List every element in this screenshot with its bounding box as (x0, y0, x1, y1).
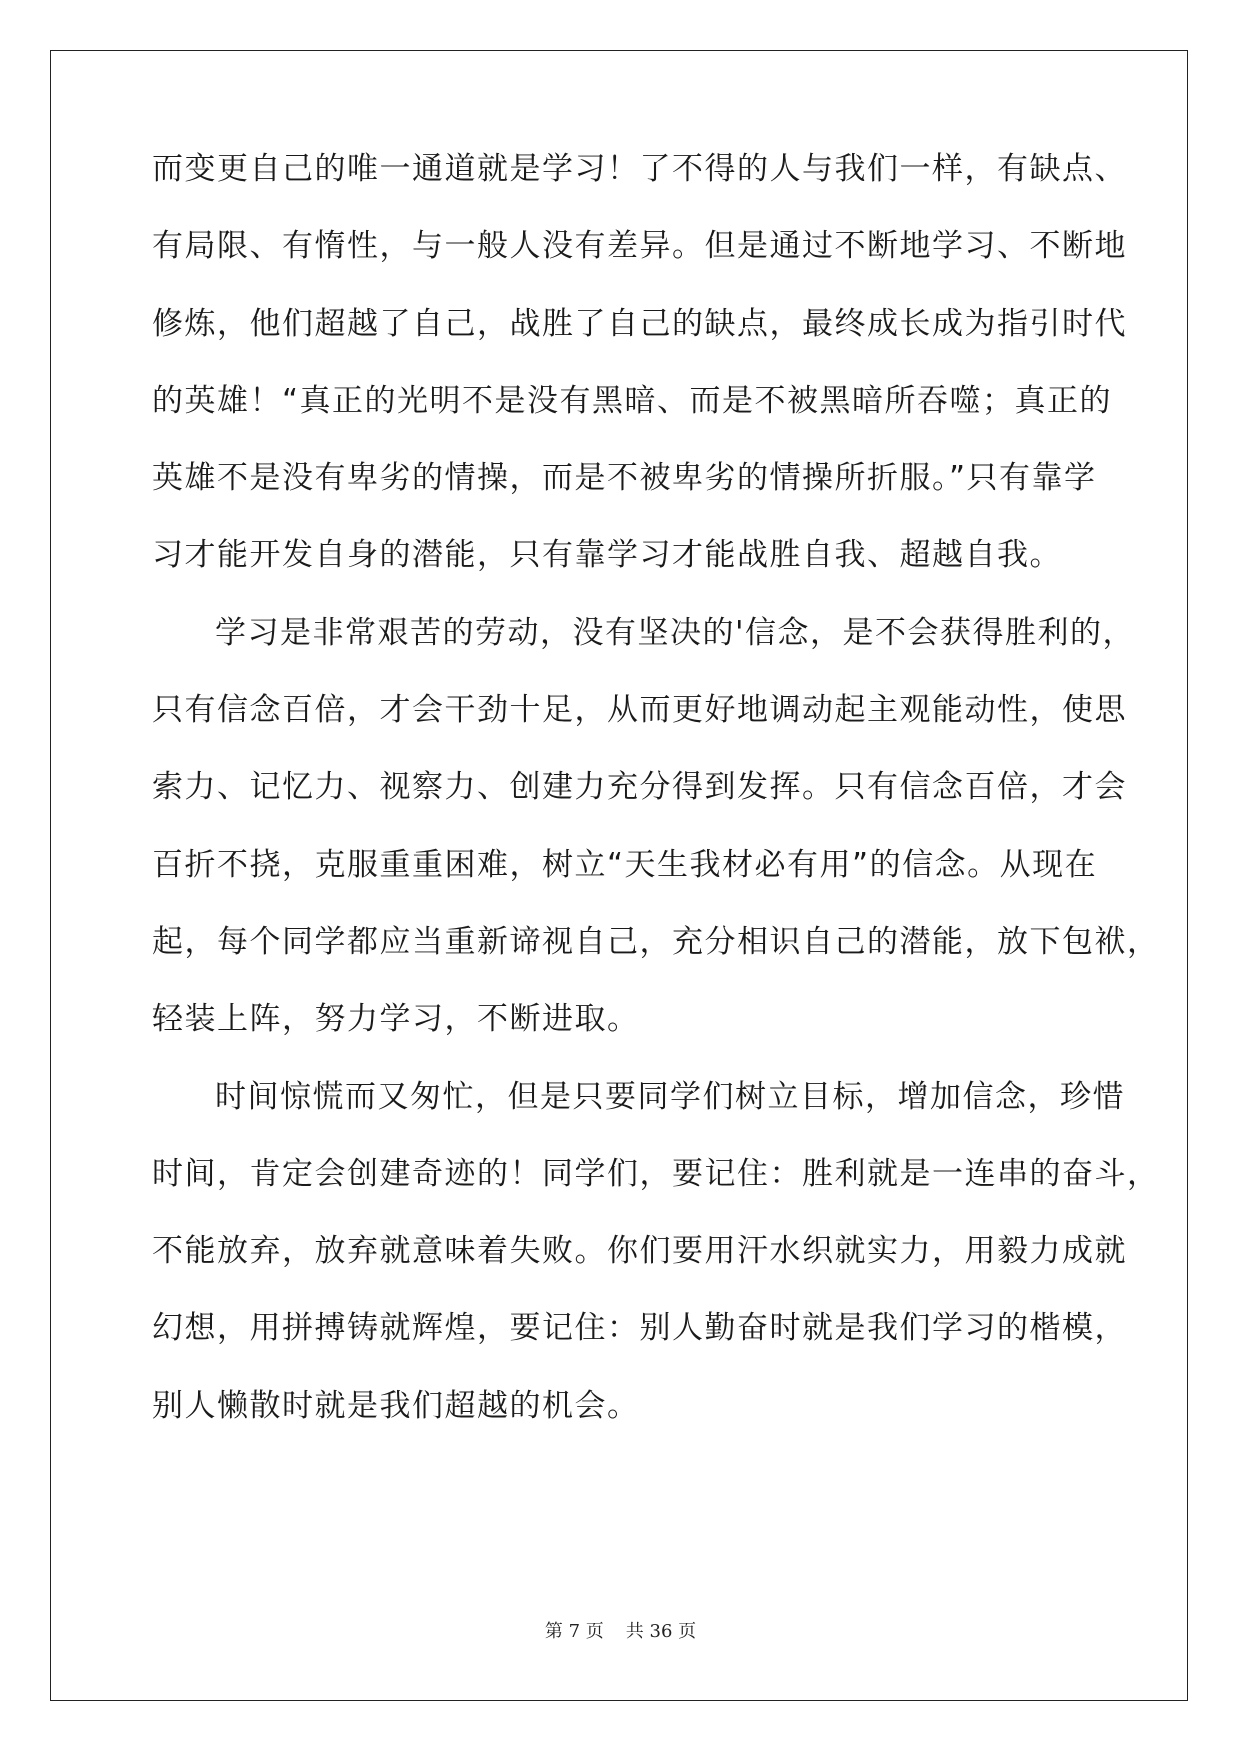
paragraph-start-line: 学习是非常艰苦的劳动，没有坚决的'信念，是不会获得胜利的， (215, 614, 1136, 651)
text-line: 索力、记忆力、视察力、创建力充分得到发挥。只有信念百倍，才会 (152, 769, 1127, 806)
text-line: 修炼，他们超越了自己，战胜了自己的缺点，最终成长成为指引时代 (152, 305, 1127, 342)
text-line: 别人懒散时就是我们超越的机会。 (152, 1387, 640, 1424)
text-line: 习才能开发自身的潜能，只有靠学习才能战胜自我、超越自我。 (152, 537, 1062, 574)
text-line: 有局限、有惰性，与一般人没有差异。但是通过不断地学习、不断地 (152, 228, 1127, 265)
text-line: 英雄不是没有卑劣的情操，而是不被卑劣的情操所折服。”只有靠学 (152, 460, 1097, 497)
document-body (152, 149, 1160, 1463)
paragraph-start-line: 时间惊慌而又匆忙，但是只要同学们树立目标，增加信念，珍惜 (215, 1078, 1125, 1115)
text-line: 幻想，用拼搏铸就辉煌，要记住：别人勤奋时就是我们学习的楷模， (152, 1310, 1127, 1347)
text-line: 而变更自己的唯一通道就是学习！了不得的人与我们一样，有缺点、 (152, 151, 1127, 187)
page-footer (0, 1617, 1241, 1643)
text-line: 的英雄！“真正的光明不是没有黑暗、而是不被黑暗所吞噬；真正的 (152, 382, 1113, 419)
text-line: 不能放弃，放弃就意味着失败。你们要用汗水织就实力，用毅力成就 (152, 1233, 1127, 1270)
text-line: 百折不挠，克服重重困难，树立“天生我材必有用”的信念。从现在 (152, 846, 1098, 883)
page-total: 共 36 页 (625, 1621, 697, 1642)
text-line: 时间，肯定会创建奇迹的！同学们，要记住：胜利就是一连串的奋斗， (152, 1155, 1160, 1192)
text-line: 起，每个同学都应当重新谛视自己，充分相识自己的潜能，放下包袱， (152, 923, 1160, 960)
page-number: 第 7 页 (544, 1621, 604, 1642)
text-line: 轻装上阵，努力学习，不断进取。 (152, 1001, 640, 1038)
text-line: 只有信念百倍，才会干劲十足，从而更好地调动起主观能动性，使思 (152, 692, 1127, 729)
